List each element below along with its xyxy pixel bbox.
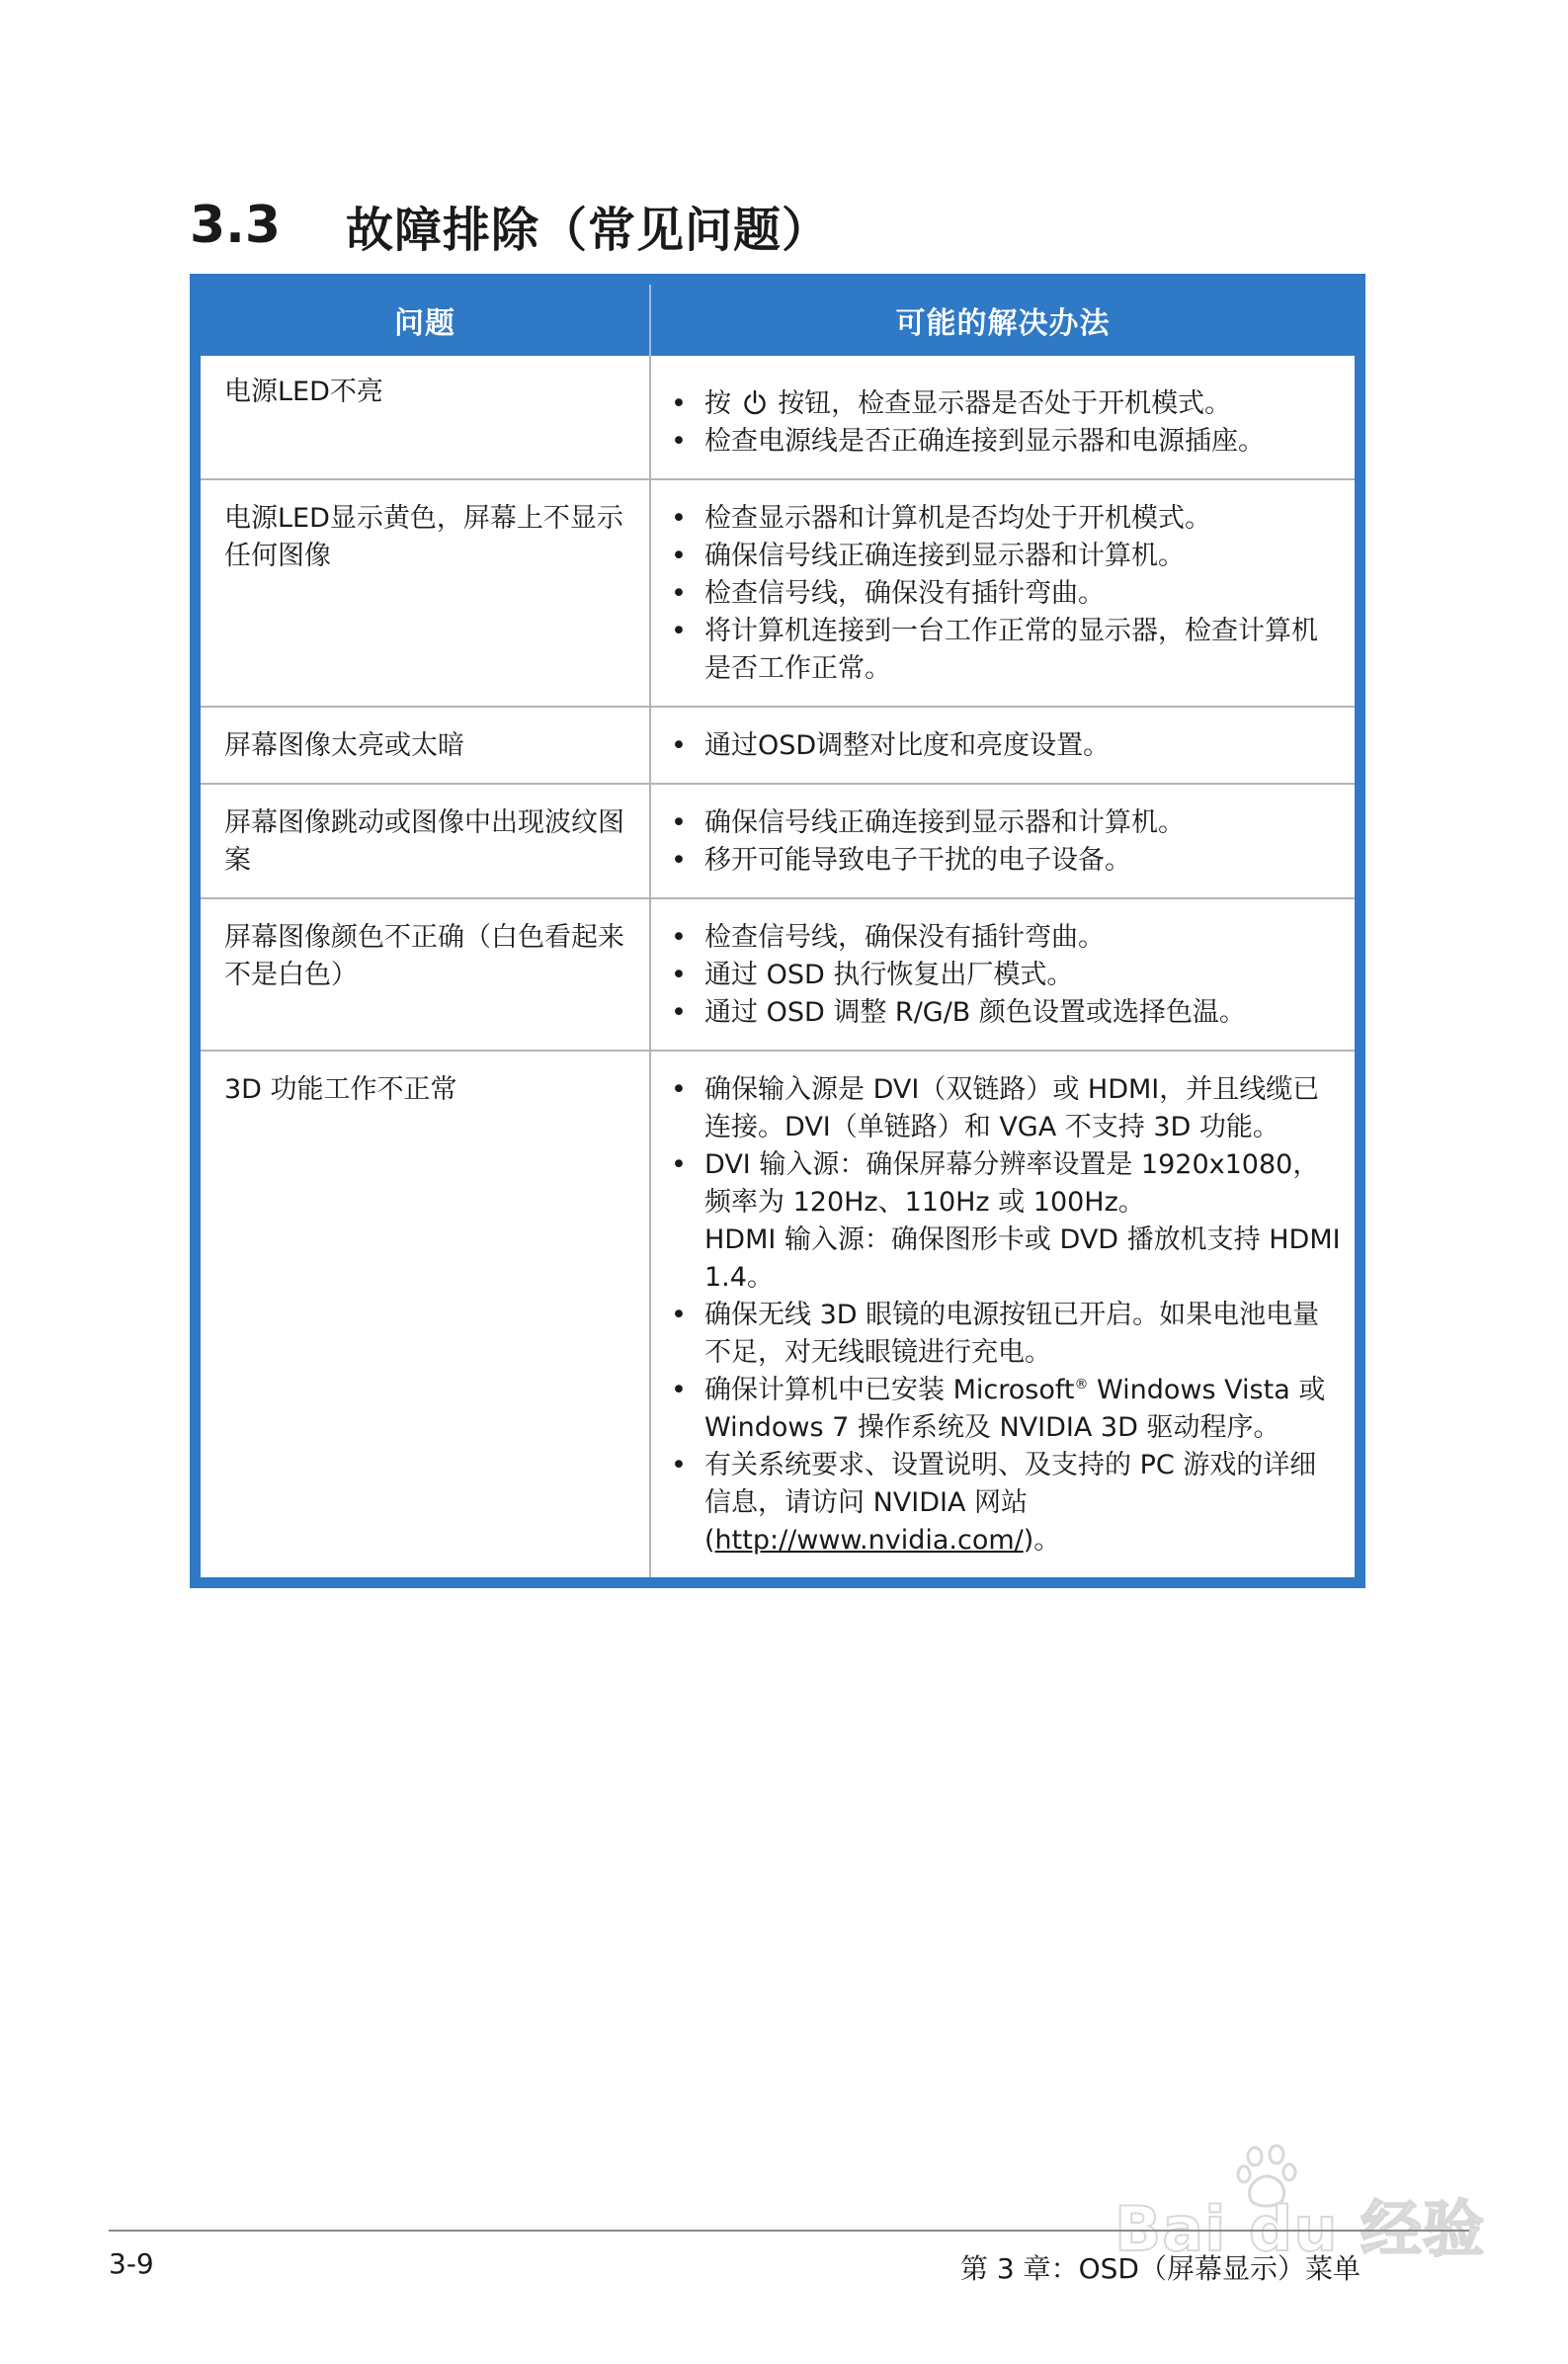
solution-text: 通过OSD调整对比度和亮度设置。 (704, 730, 1111, 761)
header-problem: 问题 (201, 285, 650, 356)
problem-cell: 3D 功能工作不正常 (201, 1051, 650, 1577)
footer-rule (109, 2230, 1469, 2232)
solution-cell (650, 898, 1355, 1051)
solution-text-part: 按 (704, 388, 731, 419)
list-item (665, 919, 1341, 957)
problem-cell: 屏幕图像太亮或太暗 (201, 707, 650, 784)
solution-cell (650, 784, 1355, 898)
problem-cell: 屏幕图像跳动或图像中出现波纹图案 (201, 784, 650, 898)
solution-text-part: 确保计算机中已安装 Microsoft (704, 1375, 1075, 1405)
problem-cell: 屏幕图像颜色不正确（白色看起来不是白色） (201, 898, 650, 1051)
solution-text-part: HDMI 输入源：确保图形卡或 DVD 播放机支持 HDMI 1.4。 (704, 1224, 1341, 1293)
solution-cell (650, 479, 1355, 707)
solution-list (665, 919, 1341, 1032)
solution-text-part: )。 (1023, 1525, 1061, 1556)
bullet: • (671, 997, 687, 1028)
solution-text-part: 有关系统要求、设置说明、及支持的 PC 游戏的详细信息，请访问 NVIDIA 网站 ( (704, 1450, 1317, 1556)
list-item (665, 385, 1341, 423)
list-item (665, 804, 1341, 842)
solution-text (704, 1447, 1341, 1560)
bullet: • (671, 388, 687, 419)
solution-cell (650, 1051, 1355, 1577)
list-item (665, 727, 1341, 765)
solution-text (704, 1146, 1341, 1297)
table-row (201, 1051, 1355, 1577)
bullet: • (671, 541, 687, 571)
table-row (201, 356, 1355, 479)
solution-text: 确保输入源是 DVI（双链路）或 HDMI，并且线缆已连接。DVI（单链路）和 VGA 不支持 3D 功能。 (704, 1074, 1320, 1142)
chapter-title: 第 3 章：OSD（屏幕显示）菜单 (960, 2252, 1361, 2285)
solution-text-part: 按钮，检查显示器是否处于开机模式。 (778, 388, 1232, 419)
list-item (665, 538, 1341, 575)
solution-list (665, 804, 1341, 880)
list-item (665, 957, 1341, 994)
solution-list (665, 1071, 1341, 1560)
solution-list (665, 727, 1341, 765)
baidu-jingyan-watermark (1114, 2143, 1490, 2265)
bullet: • (671, 922, 687, 953)
bullet: • (671, 845, 687, 876)
bullet: • (671, 616, 687, 646)
solution-list (665, 500, 1341, 688)
bullet: • (671, 960, 687, 990)
table-header-row (201, 285, 1355, 356)
solution-text-part: DVI 输入源：确保屏幕分辨率设置是 1920x1080，频率为 120Hz、110Hz 或 100Hz。 (704, 1149, 1320, 1218)
solution-text (704, 1372, 1341, 1447)
list-item (665, 842, 1341, 880)
list-item (665, 994, 1341, 1032)
section-heading (190, 186, 830, 265)
solution-text: 确保无线 3D 眼镜的电源按钮已开启。如果电池电量不足，对无线眼镜进行充电。 (704, 1300, 1320, 1368)
list-item (665, 613, 1341, 688)
troubleshooting-table-frame (190, 274, 1365, 1588)
problem-cell: 电源LED显示黄色，屏幕上不显示任何图像 (201, 479, 650, 707)
bullet: • (671, 807, 687, 838)
table-row (201, 707, 1355, 784)
solution-text (704, 385, 1341, 423)
list-item (665, 500, 1341, 538)
bullet: • (671, 1375, 687, 1405)
bullet: • (671, 1300, 687, 1330)
list-item (665, 1372, 1341, 1447)
nvidia-website-link[interactable]: http://www.nvidia.com/ (714, 1525, 1024, 1556)
solution-text: 将计算机连接到一台工作正常的显示器，检查计算机是否工作正常。 (704, 616, 1318, 684)
section-title: 故障排除（常见问题） (346, 202, 831, 258)
bullet: • (671, 578, 687, 609)
solution-text: 移开可能导致电子干扰的电子设备。 (704, 845, 1131, 876)
bullet: • (671, 730, 687, 761)
page-number: 3-9 (109, 2247, 154, 2280)
list-item (665, 1447, 1341, 1560)
solution-cell (650, 356, 1355, 479)
table-row (201, 898, 1355, 1051)
solution-text: 检查显示器和计算机是否均处于开机模式。 (704, 503, 1211, 534)
list-item (665, 423, 1341, 461)
troubleshooting-table (201, 285, 1355, 1577)
solution-text: 通过 OSD 调整 R/G/B 颜色设置或选择色温。 (704, 997, 1246, 1028)
solution-text: 确保信号线正确连接到显示器和计算机。 (704, 807, 1185, 838)
solution-cell (650, 707, 1355, 784)
list-item (665, 1146, 1341, 1297)
registered-mark: ® (1074, 1377, 1089, 1393)
solution-list (665, 385, 1341, 461)
solution-text: 检查信号线，确保没有插针弯曲。 (704, 578, 1105, 609)
power-icon (742, 389, 768, 417)
problem-cell: 电源LED不亮 (201, 356, 650, 479)
solution-text: 检查电源线是否正确连接到显示器和电源插座。 (704, 426, 1265, 457)
list-item (665, 575, 1341, 613)
table-row (201, 784, 1355, 898)
solution-text: 确保信号线正确连接到显示器和计算机。 (704, 541, 1185, 571)
list-item (665, 1071, 1341, 1146)
solution-text: 通过 OSD 执行恢复出厂模式。 (704, 960, 1074, 990)
table-row (201, 479, 1355, 707)
bullet: • (671, 1074, 687, 1105)
bullet: • (671, 503, 687, 534)
list-item (665, 1297, 1341, 1372)
header-solution: 可能的解决办法 (650, 285, 1355, 356)
section-number: 3.3 (190, 196, 282, 255)
bullet: • (671, 1149, 687, 1180)
bullet: • (671, 426, 687, 457)
solution-text: 检查信号线，确保没有插针弯曲。 (704, 922, 1105, 953)
bullet: • (671, 1450, 687, 1480)
solution-text-part: Windows Vista 或 Windows 7 操作系统及 NVIDIA 3D 驱动程序。 (704, 1375, 1326, 1443)
watermark-text: Bai du 经验 (1114, 2193, 1486, 2265)
